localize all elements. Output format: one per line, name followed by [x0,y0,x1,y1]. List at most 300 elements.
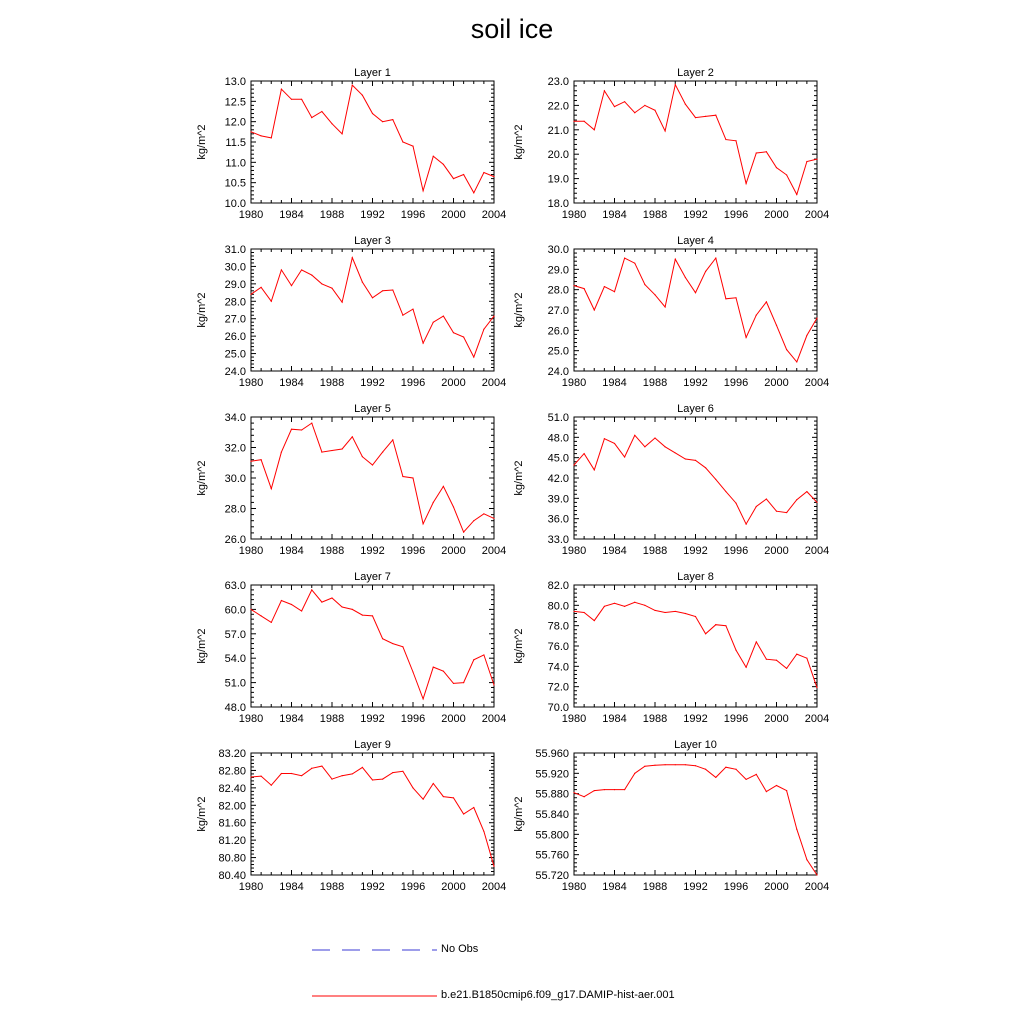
y-tick-label: 29.0 [547,264,569,277]
data-point [573,465,574,466]
y-tick-label: 27.0 [224,313,246,326]
data-point [675,611,676,612]
data-point [342,133,343,134]
data-point [453,683,454,684]
y-tick-label: 74.0 [547,661,569,674]
data-point [392,772,393,773]
data-point [614,106,615,107]
data-point [675,452,676,453]
data-point [362,767,363,768]
x-tick-label: 1980 [238,377,264,389]
series-line [251,423,494,532]
y-tick-label: 48.0 [224,702,246,714]
data-point [362,614,363,615]
x-tick-label: 2000 [441,209,466,221]
data-point [796,654,797,655]
y-tick-label: 80.40 [218,870,246,882]
data-point [402,476,403,477]
y-tick-label: 25.0 [224,348,246,361]
plot-frame [574,753,817,875]
x-tick-label: 1996 [723,881,749,893]
y-tick-label: 78.0 [547,620,569,633]
y-tick-label: 80.0 [547,600,569,613]
data-point [624,101,625,102]
x-tick-label: 1980 [561,209,587,221]
x-tick-label: 1996 [400,713,426,725]
data-point [654,610,655,611]
data-point [766,151,767,152]
data-point [352,773,353,774]
data-point [735,649,736,650]
data-point [614,443,615,444]
data-point [685,764,686,765]
data-point [644,284,645,285]
data-point [453,506,454,507]
x-tick-label: 2004 [804,545,830,557]
y-tick-label: 55.800 [535,829,569,842]
panel-title: Layer 8 [677,571,714,583]
panel-layer-10 [513,739,829,893]
y-tick-label: 48.0 [547,432,569,445]
y-axis-label: kg/m^2 [196,124,208,160]
x-tick-label: 1980 [561,713,587,725]
panel-title: Layer 7 [354,571,391,583]
panel-title: Layer 2 [677,67,714,79]
data-point [443,486,444,487]
plot-frame [251,753,494,875]
data-point [301,775,302,776]
data-point [402,141,403,142]
x-tick-label: 2004 [481,377,507,389]
x-tick-label: 1980 [238,545,264,557]
x-tick-label: 1992 [683,881,708,893]
x-tick-label: 1996 [400,545,426,557]
x-tick-label: 1992 [360,713,385,725]
data-point [725,767,726,768]
x-tick-label: 1984 [602,209,627,221]
data-point [705,769,706,770]
data-point [725,491,726,492]
y-tick-label: 23.0 [547,76,569,88]
y-tick-label: 60.0 [224,604,246,617]
panel-layer-2 [513,67,829,221]
data-point [443,671,444,672]
data-point [473,659,474,660]
data-point [725,139,726,140]
data-point [423,343,424,344]
y-tick-label: 55.960 [535,748,569,760]
y-tick-label: 32.0 [224,442,246,455]
x-tick-label: 2000 [764,881,789,893]
panel-layer-8 [513,571,829,725]
x-tick-label: 2004 [481,713,507,725]
data-point [311,589,312,590]
data-point [654,110,655,111]
data-point [604,438,605,439]
x-tick-label: 1988 [642,545,668,557]
x-tick-label: 1988 [319,209,345,221]
data-point [412,477,413,478]
data-point [675,84,676,85]
data-point [453,797,454,798]
panel-layer-4 [513,235,829,389]
data-point [816,158,817,159]
x-tick-label: 1984 [279,881,304,893]
data-point [382,638,383,639]
data-point [816,318,817,319]
data-point [786,668,787,669]
y-tick-label: 82.0 [547,580,569,592]
data-point [291,773,292,774]
data-point [695,460,696,461]
data-point [634,263,635,264]
data-point [382,290,383,291]
data-point [392,119,393,120]
plot-frame [574,81,817,203]
x-tick-label: 1992 [360,881,385,893]
x-tick-label: 1984 [602,881,627,893]
data-point [806,335,807,336]
x-tick-label: 2000 [764,713,789,725]
data-point [685,458,686,459]
data-point [573,285,574,286]
data-point [311,275,312,276]
y-tick-label: 83.20 [218,748,246,760]
y-tick-label: 80.80 [218,852,246,865]
data-point [250,776,251,777]
y-tick-label: 12.5 [224,96,246,109]
data-point [443,316,444,317]
data-point [402,315,403,316]
plot-frame [251,81,494,203]
data-point [261,775,262,776]
data-point [493,176,494,177]
data-point [594,790,595,791]
data-point [463,336,464,337]
data-point [372,779,373,780]
y-tick-label: 21.0 [547,124,569,137]
data-point [685,104,686,105]
data-point [463,813,464,814]
series-line [251,85,494,193]
y-tick-label: 82.00 [218,800,246,813]
data-point [372,615,373,616]
data-point [281,451,282,452]
x-tick-label: 2004 [481,881,507,893]
data-point [624,258,625,259]
data-point [291,429,292,430]
data-point [776,167,777,168]
series-line [574,258,817,362]
y-tick-label: 54.0 [224,653,246,666]
data-point [463,174,464,175]
data-point [483,329,484,330]
data-point [261,615,262,616]
y-tick-label: 81.60 [218,817,246,830]
data-point [493,866,494,867]
y-tick-label: 55.720 [535,870,569,882]
data-point [705,467,706,468]
data-point [816,687,817,688]
y-tick-label: 30.0 [224,473,246,485]
data-point [756,774,757,775]
data-point [493,316,494,317]
y-tick-label: 76.0 [547,641,569,653]
data-point [746,183,747,184]
data-point [584,288,585,289]
data-point [483,654,484,655]
data-point [483,831,484,832]
data-point [675,764,676,765]
data-point [331,450,332,451]
panel-layer-6 [513,403,829,557]
data-point [412,671,413,672]
data-point [776,660,777,661]
data-point [786,790,787,791]
data-point [766,498,767,499]
y-tick-label: 28.0 [547,284,569,297]
data-point [746,779,747,780]
data-point [644,605,645,606]
data-point [291,285,292,286]
data-point [644,766,645,767]
data-point [301,269,302,270]
y-tick-label: 10.0 [224,198,246,210]
series-line [574,602,817,687]
panel-title: Layer 9 [354,739,391,751]
data-point [695,292,696,293]
data-point [281,773,282,774]
data-point [433,783,434,784]
y-tick-label: 55.840 [535,809,569,821]
y-tick-label: 19.0 [547,173,569,186]
data-point [594,309,595,310]
data-point [331,597,332,598]
data-point [695,616,696,617]
data-point [614,603,615,604]
data-point [665,306,666,307]
data-point [715,258,716,259]
data-point [604,789,605,790]
data-point [806,161,807,162]
data-point [443,796,444,797]
data-point [342,302,343,303]
y-tick-label: 82.80 [218,765,246,778]
data-point [382,121,383,122]
data-point [331,779,332,780]
x-tick-label: 2000 [764,545,789,557]
x-tick-label: 1996 [400,377,426,389]
x-tick-label: 2004 [804,209,830,221]
y-tick-label: 63.0 [224,580,246,592]
x-tick-label: 1988 [319,377,345,389]
y-tick-label: 72.0 [547,681,569,694]
x-tick-label: 2004 [804,377,830,389]
data-point [311,768,312,769]
y-axis-label: kg/m^2 [513,628,525,664]
series-line [251,766,494,866]
y-tick-label: 82.40 [218,782,246,795]
data-point [250,609,251,610]
x-tick-label: 1988 [642,209,668,221]
data-point [685,613,686,614]
data-point [493,684,494,685]
data-point [806,859,807,860]
data-point [786,512,787,513]
y-tick-label: 20.0 [547,149,569,162]
x-tick-label: 1988 [319,545,345,557]
x-tick-label: 1992 [683,713,708,725]
data-point [796,499,797,500]
data-point [261,459,262,460]
data-point [321,601,322,602]
series-line [251,590,494,699]
y-tick-label: 25.0 [547,345,569,358]
data-point [573,121,574,122]
data-point [352,609,353,610]
y-tick-label: 29.0 [224,278,246,291]
data-point [392,439,393,440]
data-point [624,456,625,457]
x-tick-label: 1988 [642,377,668,389]
x-tick-label: 1992 [683,377,708,389]
x-tick-label: 1988 [319,881,345,893]
data-point [250,131,251,132]
data-point [735,769,736,770]
y-tick-label: 11.5 [225,137,246,149]
data-point [372,464,373,465]
data-point [321,283,322,284]
y-tick-label: 12.0 [224,116,246,129]
x-tick-label: 2000 [441,881,466,893]
data-point [766,791,767,792]
data-point [665,612,666,613]
data-point [412,787,413,788]
data-point [695,765,696,766]
x-tick-label: 2004 [481,209,507,221]
x-tick-label: 1984 [602,713,627,725]
data-point [665,764,666,765]
data-point [271,622,272,623]
data-point [301,429,302,430]
x-tick-label: 1980 [561,545,587,557]
y-tick-label: 34.0 [224,412,246,424]
legend-obs-label: No Obs [441,943,479,955]
data-point [321,765,322,766]
data-point [776,511,777,512]
y-tick-label: 30.0 [224,261,246,274]
data-point [271,785,272,786]
plot-frame [574,585,817,707]
data-point [725,298,726,299]
y-tick-label: 30.0 [547,244,569,256]
x-tick-label: 2000 [441,545,466,557]
y-tick-label: 55.880 [535,788,569,801]
data-point [735,297,736,298]
data-point [604,90,605,91]
panel-layer-3 [196,235,506,389]
data-point [816,502,817,503]
y-tick-label: 33.0 [547,534,569,546]
x-tick-label: 2004 [804,713,830,725]
data-point [725,625,726,626]
data-point [614,789,615,790]
panel-title: Layer 5 [354,403,391,415]
data-point [402,646,403,647]
x-tick-label: 1992 [360,545,385,557]
data-point [433,322,434,323]
data-point [594,129,595,130]
x-tick-label: 1992 [683,209,708,221]
data-point [423,190,424,191]
data-point [573,792,574,793]
data-point [573,611,574,612]
data-point [654,437,655,438]
data-point [331,288,332,289]
data-point [584,612,585,613]
data-point [473,192,474,193]
x-tick-label: 1992 [683,545,708,557]
y-tick-label: 81.20 [218,835,246,848]
data-point [250,461,251,462]
data-point [594,469,595,470]
x-tick-label: 1984 [279,713,304,725]
data-point [453,332,454,333]
x-tick-label: 1984 [279,545,304,557]
data-point [250,294,251,295]
data-point [634,435,635,436]
x-tick-label: 1988 [642,713,668,725]
y-tick-label: 11.0 [225,157,246,170]
data-point [321,451,322,452]
legend-model-label: b.e21.B1850cmip6.f09_g17.DAMIP-hist-aer.001 [441,989,675,1001]
x-tick-label: 1988 [319,713,345,725]
data-point [291,99,292,100]
y-axis-label: kg/m^2 [513,292,525,328]
data-point [382,451,383,452]
series-line [574,435,817,524]
data-point [443,164,444,165]
data-point [392,289,393,290]
data-point [756,641,757,642]
x-tick-label: 2000 [441,713,466,725]
data-point [756,152,757,153]
data-point [412,145,413,146]
y-tick-label: 55.920 [535,768,569,781]
y-tick-label: 45.0 [547,452,569,465]
data-point [483,172,484,173]
data-point [342,606,343,607]
data-point [685,277,686,278]
data-point [634,602,635,603]
data-point [654,294,655,295]
x-tick-label: 1996 [723,209,749,221]
series-line [574,85,817,195]
data-point [816,874,817,875]
y-axis-label: kg/m^2 [513,124,525,160]
data-point [453,178,454,179]
panel-title: Layer 3 [354,235,391,247]
x-tick-label: 1980 [561,881,587,893]
data-point [342,775,343,776]
data-point [463,532,464,533]
data-point [746,523,747,524]
data-point [473,520,474,521]
data-point [665,446,666,447]
y-tick-label: 26.0 [224,331,246,344]
data-point [311,423,312,424]
y-tick-label: 24.0 [224,366,246,378]
